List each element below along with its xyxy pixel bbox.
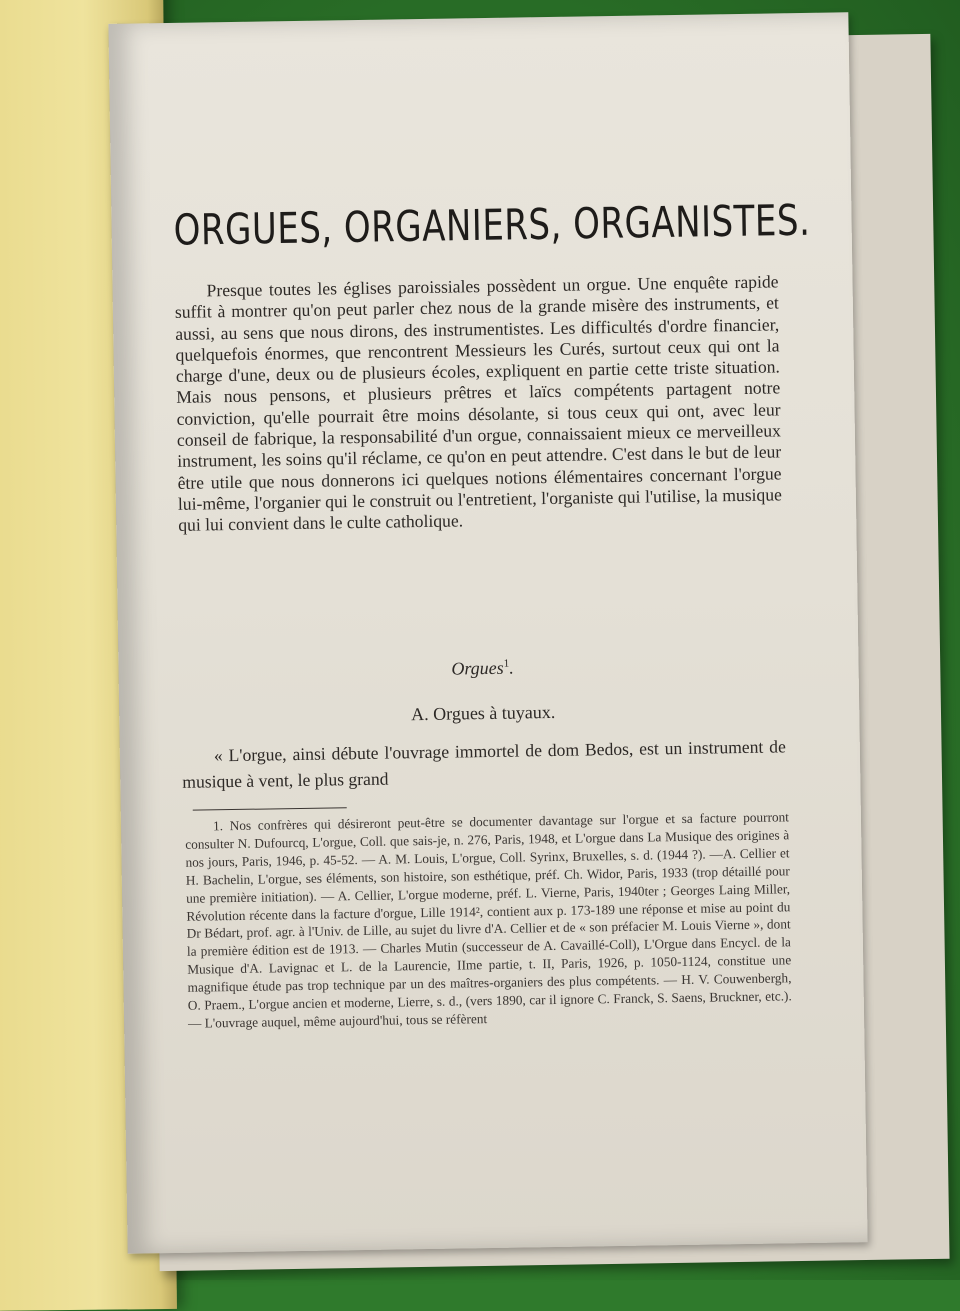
show-through-text: ​ — [666, 645, 667, 661]
subheading: A. Orgues à tuyaux. — [411, 701, 556, 725]
section-heading: Orgues$^1$. — [451, 657, 514, 679]
intro-paragraph: Presque toutes les églises paroissiales possèdent un orgue. Une enquête rapide suffit à montrer qu'on peut parler chez nous de la grande misère des instruments, et aussi, au sens que nous dirons, des instrumentistes. Les difficultés d'ordre financier, quelquefois énormes, que rencontrent Messieurs les Curés, surtout ceux qui ont la charge d'une, deux ou de plusieurs écoles, expliquent en partie cette triste situation. Mais nous pensons, et plusieurs prêtres et laïcs compétents partagent notre conviction, qu'elle pourrait être moins désolante, si tous ceux qui ont, avec leur conseil de fabrique, la responsabilité d'un orgue, connaissaient mieux ce merveilleux instrument, les soins qu'il réclame, ce qu'on en peut attendre. C'est dans le but de leur être utile que nous donnerons ici quelques notions élémentaires concernant l'orgue lui-même, l'organier qui le construit ou l'entretient, l'organiste qui l'utilise, la musique qui lui convient dans le culte catholique. — [174, 271, 783, 536]
quote-paragraph: « L'orgue, ainsi débute l'ouvrage immortel de dom Bedos, est un instrument de musique à vent, le plus grand — [182, 736, 786, 792]
footnote-mark: 1 — [503, 657, 510, 670]
book-page — [108, 12, 867, 1253]
footnote-rule — [193, 807, 347, 810]
page-title: ORGUES, ORGANIERS, ORGANISTES. — [173, 195, 811, 256]
footnote: 1. Nos confrères qui désireront peut-être se documenter davantage sur l'orgue et sa facture pourront consulter N. Dufourcq, L'orgue, Coll. que sais-je, n. 276, Paris, 1948, et L'orgue dans La Musique des origines à nos jours, Paris, 1946, p. 45-52. — A. M. Louis, L'orgue, Coll. Syrinx, Bruxelles, s. d. (1944 ?). —A. Cellier et H. Bachelin, L'orgue, ses éléments, son histoire, son esthétique, préf. Ch. Widor, Paris, 1933 (trop détaillé pour une première initiation). — A. Cellier, L'orgue moderne, préf. L. Vierne, Paris, 1940ter ; Georges Laing Miller, Révolution récente dans la facture d'orgue, Lille 1914², contient aux p. 173-189 une réponse et mise au point du Dr Bédart, prof. agr. à l'Univ. de Lille, au sujet du livre d'A. Cellier et de « son préfacier M. Louis Vierne », dont la première édition est de 1913. — Charles Mutin (successeur de A. Cavaillé-Coll), L'Orgue dans Encycl. de la Musique d'A. Lavignac et L. de la Laurencie, IIme partie, t. II, Paris, 1926, p. 1050-1124, constitue une magnifique étude pas trop technique par un des maîtres-organiers des plus compétents. — H. V. Couwenbergh, O. Praem., L'orgue ancien et moderne, Lierre, s. d., (vers 1890, car il ignore C. Franck, S. Saens, Bruckner, etc.). — L'ouvrage auquel, même aujourd'hui, tous se réfèrent — [185, 809, 792, 1031]
section-heading-text: Orgues — [451, 657, 504, 679]
